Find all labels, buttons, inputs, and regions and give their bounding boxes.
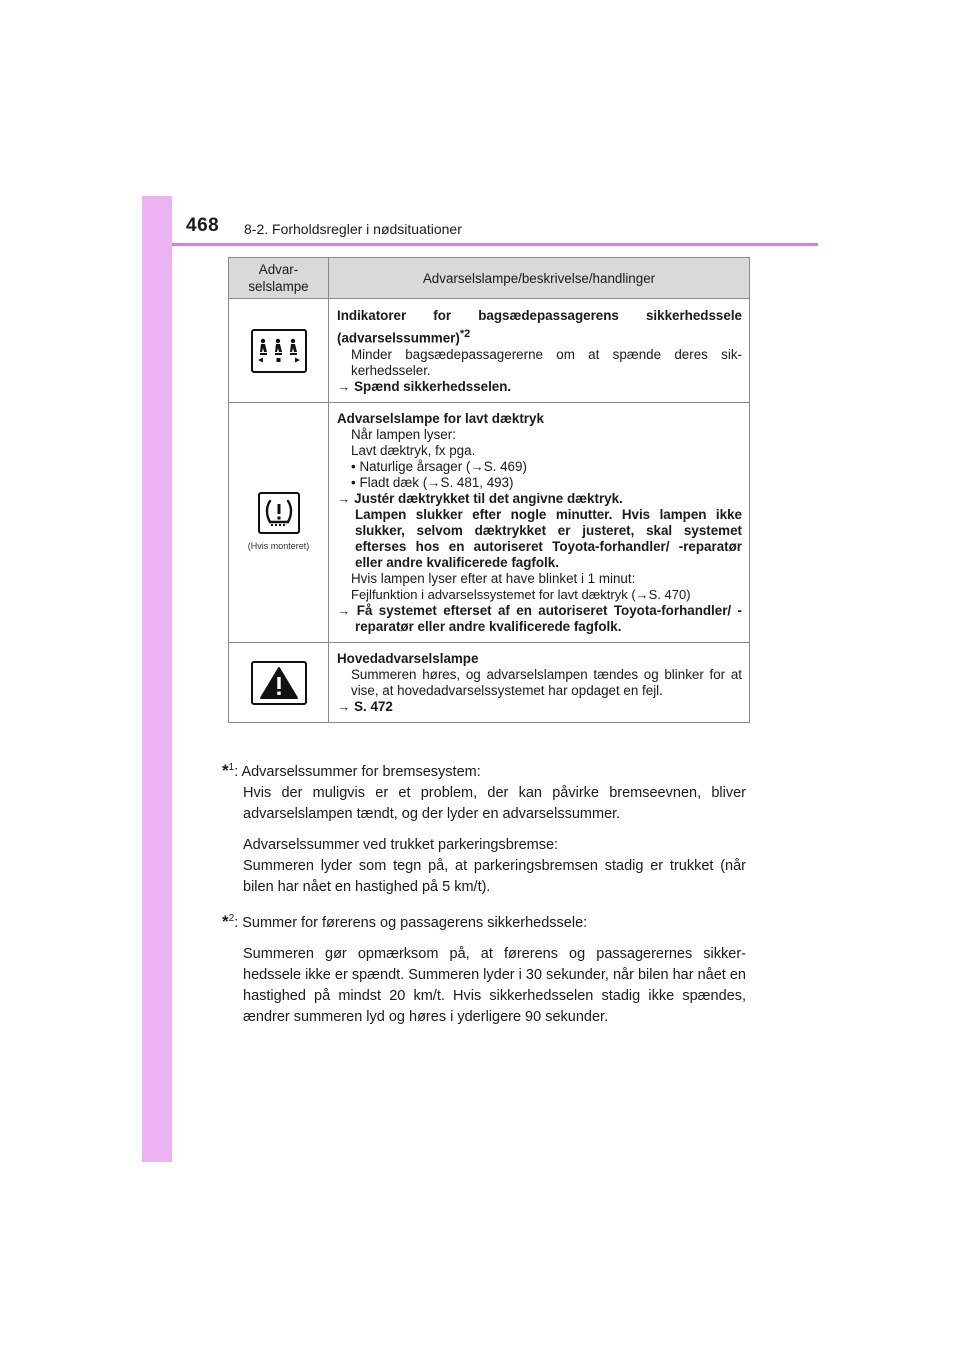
description-cell [329,403,750,643]
chapter-sidebar [142,196,172,1162]
row-text: Lavt dæktryk, fx pga. [351,443,476,459]
footnotes [222,757,746,1028]
row-text: Summeren høres, og advarselslampen tændes og blinker for at vise, at hovedadvarselssystemet har opdaget en fejl. [351,667,742,699]
description-cell [329,643,750,723]
master-warning-icon [251,661,307,705]
page-ref: S. 481, 493) [440,475,514,491]
row-action: Spænd sikkerhedsselen. [354,379,512,395]
section-title: 8-2. Forholdsregler i nødsituationer [244,221,462,237]
arrow-icon: → [427,475,441,491]
row-text: Minder bagsædepassagererne om at spænde deres sik-kerhedsseler. [351,347,742,379]
row-text: Når lampen lyser: [351,427,456,443]
arrow-icon: → [337,491,351,507]
footnote-paragraph: Summeren lyder som tegn på, at parkeringsbremsen stadig er trukket (når bilen har nået en hastighed på 5 km/t). [243,857,746,895]
row-action: Få systemet efterset af en autoriseret Toyota-forhandler/ -reparatør eller andre kvalificerede fagfolk. [355,603,742,635]
arrow-icon: → [635,587,649,603]
lamp-cell [229,643,329,723]
table-row [229,643,750,723]
page-ref: S. 470) [648,587,691,603]
list-item: Fladt dæk ( [359,475,428,491]
row-action: S. 472 [354,699,393,715]
footnote-heading: : Summer for førerens og passagerens sikkerhedssele: [234,914,588,931]
footnote-number: 2 [228,912,235,924]
row-text: Hvis lampen lyser efter at have blinket i 1 minut: [351,571,636,587]
footnote-heading: : Advarselssummer for bremsesystem: [234,763,481,780]
row-title: Hovedadvarselslampe [337,651,479,667]
rear-seatbelt-reminder-icon [251,329,307,373]
table-header-row [229,258,750,299]
footnote-paragraph: Summeren gør opmærksom på, at førerens og passagerernes sikker-hedssele ikke er spændt. Summeren lyder i 30 sekunder, når bilen har nået en hastighed på mindst 20 km/t. Hvis sikkerhedsselen stadig ikke spændes, ændrer summeren lyd og høres i yderligere 90 sekunder. [243,945,746,1025]
arrow-icon: → [337,603,351,619]
footnote-star: * [222,760,229,780]
tire-pressure-warning-icon [258,492,300,534]
page-ref: S. 469) [483,459,527,475]
row-title: Advarselslampe for lavt dæktryk [337,411,544,427]
table-row [229,299,750,403]
page-number: 468 [186,215,220,236]
arrow-icon: → [337,379,351,395]
footnote-paragraph: Hvis der muligvis er et problem, der kan påvirke bremseevnen, bliver advarselslampen tændt, og der lyder en advarselssummer. [243,784,746,822]
footnote-number: 1 [228,762,235,773]
footnote-2-head [222,908,746,934]
bullet-icon: • [351,459,356,475]
footnote-1-head [222,757,746,783]
footnote-ref: *2 [459,328,471,340]
warning-lamp-table [228,257,750,723]
lamp-cell [229,299,329,403]
lamp-caption: (Hvis monteret) [247,540,310,551]
bullet-icon: • [351,475,356,491]
table-row [229,403,750,643]
list-item: Naturlige årsager ( [359,459,471,475]
description-cell [329,299,750,403]
header-lamp: Advar-selslampe [229,258,329,299]
row-text: Fejlfunktion i advarselssystemet for lavt dæktryk ( [351,587,636,603]
row-action-detail: Lampen slukker efter nogle minutter. Hvis lampen ikke slukker, selvom dæktrykket er justeret, skal systemet efterses hos en autoriseret Toyota-forhandler/ -reparatør eller andre kvalificerede fagfolk. [355,507,742,571]
header-rule [172,243,818,246]
row-title: Indikatorer for bagsædepassagerens sikkerhedssele (advarselssummer) [337,308,742,346]
lamp-cell [229,403,329,643]
arrow-icon: → [337,699,351,715]
header-description: Advarselslampe/beskrivelse/handlinger [329,258,750,299]
footnote-star: * [222,911,229,931]
arrow-icon: → [470,459,484,475]
footnote-subheading: Advarselssummer ved trukket parkeringsbremse: [243,836,559,853]
row-action: Justér dæktrykket til det angivne dæktryk. [354,491,623,507]
